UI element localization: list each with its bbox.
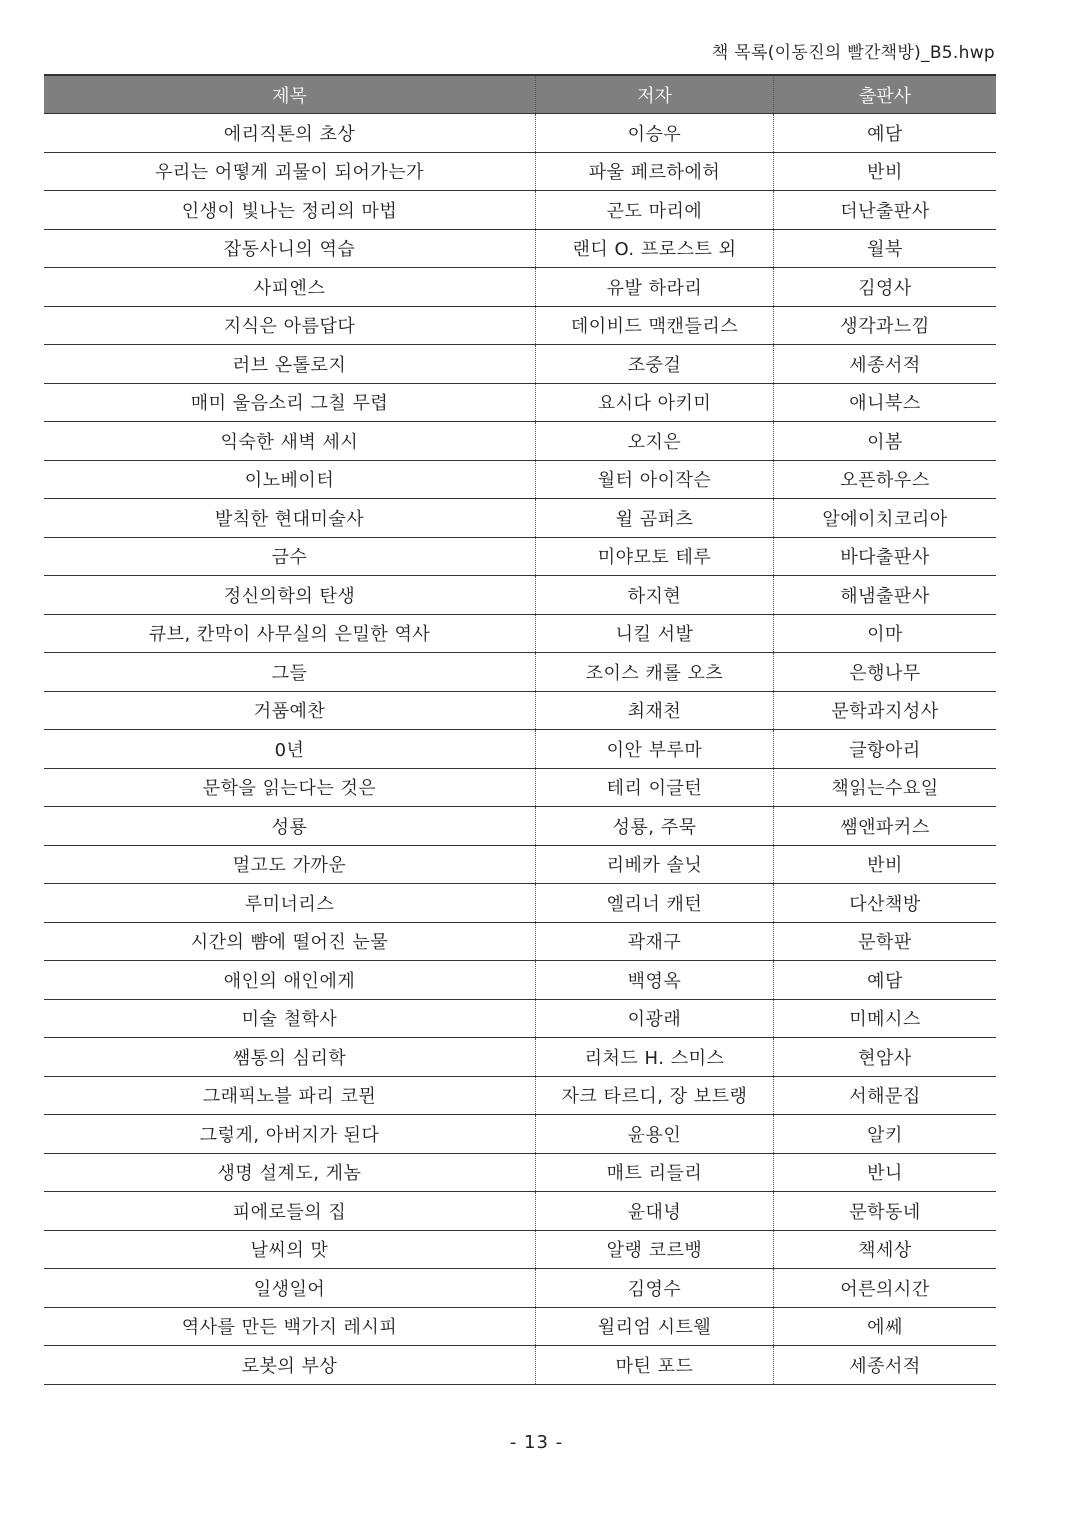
book-publisher-cell: 해냄출판사 xyxy=(774,576,997,615)
book-author-cell: 자크 타르디, 장 보트랭 xyxy=(536,1076,774,1115)
table-row xyxy=(44,1115,996,1154)
book-author-cell: 데이비드 맥캔들리스 xyxy=(536,306,774,345)
book-author-cell: 리처드 H. 스미스 xyxy=(536,1038,774,1077)
book-author-cell: 최재천 xyxy=(536,691,774,730)
book-publisher-cell: 문학동네 xyxy=(774,1192,997,1231)
table-row xyxy=(44,884,996,923)
book-title-cell: 금수 xyxy=(44,537,536,576)
table-row xyxy=(44,730,996,769)
book-title-cell: 잡동사니의 역습 xyxy=(44,229,536,268)
book-publisher-cell: 더난출판사 xyxy=(774,191,997,230)
book-publisher-cell: 은행나무 xyxy=(774,653,997,692)
table-row xyxy=(44,1346,996,1385)
book-author-cell: 윤용인 xyxy=(536,1115,774,1154)
column-header-title: 제목 xyxy=(44,75,536,114)
table-row xyxy=(44,306,996,345)
book-title-cell: 생명 설계도, 게놈 xyxy=(44,1153,536,1192)
book-publisher-cell: 현암사 xyxy=(774,1038,997,1077)
table-row xyxy=(44,614,996,653)
table-row xyxy=(44,383,996,422)
book-publisher-cell: 쌤앤파커스 xyxy=(774,807,997,846)
column-header-author: 저자 xyxy=(536,75,774,114)
table-row xyxy=(44,191,996,230)
table-row xyxy=(44,345,996,384)
book-publisher-cell: 반비 xyxy=(774,152,997,191)
book-title-cell: 애인의 애인에게 xyxy=(44,961,536,1000)
book-author-cell: 랜디 O. 프로스트 외 xyxy=(536,229,774,268)
table-row xyxy=(44,1230,996,1269)
table-row xyxy=(44,1038,996,1077)
book-author-cell: 이광래 xyxy=(536,999,774,1038)
table-row xyxy=(44,922,996,961)
book-title-cell: 이노베이터 xyxy=(44,460,536,499)
book-title-cell: 시간의 뺨에 떨어진 눈물 xyxy=(44,922,536,961)
book-title-cell: 에리직톤의 초상 xyxy=(44,114,536,153)
book-publisher-cell: 생각과느낌 xyxy=(774,306,997,345)
book-author-cell: 엘리너 캐턴 xyxy=(536,884,774,923)
book-title-cell: 피에로들의 집 xyxy=(44,1192,536,1231)
book-title-cell: 일생일어 xyxy=(44,1269,536,1308)
column-header-publisher: 출판사 xyxy=(774,75,997,114)
book-title-cell: 0년 xyxy=(44,730,536,769)
book-list-table xyxy=(44,74,996,1385)
table-row xyxy=(44,999,996,1038)
table-row xyxy=(44,499,996,538)
book-publisher-cell: 문학판 xyxy=(774,922,997,961)
book-author-cell: 유발 하라리 xyxy=(536,268,774,307)
book-title-cell: 그래픽노블 파리 코뮌 xyxy=(44,1076,536,1115)
table-row xyxy=(44,460,996,499)
book-publisher-cell: 이봄 xyxy=(774,422,997,461)
book-publisher-cell: 서해문집 xyxy=(774,1076,997,1115)
book-publisher-cell: 세종서적 xyxy=(774,345,997,384)
book-title-cell: 인생이 빛나는 정리의 마법 xyxy=(44,191,536,230)
book-title-cell: 역사를 만든 백가지 레시피 xyxy=(44,1307,536,1346)
book-publisher-cell: 김영사 xyxy=(774,268,997,307)
book-title-cell: 그렇게, 아버지가 된다 xyxy=(44,1115,536,1154)
document-file-title: 책 목록(이동진의 빨간책방)_B5.hwp xyxy=(711,43,995,63)
book-title-cell: 미술 철학사 xyxy=(44,999,536,1038)
book-author-cell: 성룡, 주묵 xyxy=(536,807,774,846)
book-publisher-cell: 책세상 xyxy=(774,1230,997,1269)
book-title-cell: 매미 울음소리 그칠 무렵 xyxy=(44,383,536,422)
table-row xyxy=(44,537,996,576)
book-publisher-cell: 문학과지성사 xyxy=(774,691,997,730)
book-publisher-cell: 알에이치코리아 xyxy=(774,499,997,538)
book-title-cell: 날씨의 맛 xyxy=(44,1230,536,1269)
book-publisher-cell: 책읽는수요일 xyxy=(774,768,997,807)
book-author-cell: 니킬 서발 xyxy=(536,614,774,653)
book-author-cell: 이승우 xyxy=(536,114,774,153)
book-publisher-cell: 애니북스 xyxy=(774,383,997,422)
table-row xyxy=(44,114,996,153)
book-publisher-cell: 오픈하우스 xyxy=(774,460,997,499)
book-author-cell: 하지현 xyxy=(536,576,774,615)
book-title-cell: 성룡 xyxy=(44,807,536,846)
table-row xyxy=(44,653,996,692)
book-title-cell: 발칙한 현대미술사 xyxy=(44,499,536,538)
book-title-cell: 우리는 어떻게 괴물이 되어가는가 xyxy=(44,152,536,191)
table-row xyxy=(44,1269,996,1308)
table-row xyxy=(44,1307,996,1346)
book-publisher-cell: 반니 xyxy=(774,1153,997,1192)
book-author-cell: 매트 리들리 xyxy=(536,1153,774,1192)
book-author-cell: 리베카 솔닛 xyxy=(536,845,774,884)
book-author-cell: 이안 부루마 xyxy=(536,730,774,769)
book-publisher-cell: 세종서적 xyxy=(774,1346,997,1385)
table-row xyxy=(44,961,996,1000)
book-author-cell: 곤도 마리에 xyxy=(536,191,774,230)
book-publisher-cell: 미메시스 xyxy=(774,999,997,1038)
book-title-cell: 쌤통의 심리학 xyxy=(44,1038,536,1077)
book-author-cell: 김영수 xyxy=(536,1269,774,1308)
table-header-row xyxy=(44,75,996,114)
book-title-cell: 사피엔스 xyxy=(44,268,536,307)
table-row xyxy=(44,1153,996,1192)
book-title-cell: 러브 온톨로지 xyxy=(44,345,536,384)
book-author-cell: 조이스 캐롤 오츠 xyxy=(536,653,774,692)
book-author-cell: 미야모토 테루 xyxy=(536,537,774,576)
book-publisher-cell: 알키 xyxy=(774,1115,997,1154)
book-publisher-cell: 예담 xyxy=(774,961,997,1000)
book-title-cell: 정신의학의 탄생 xyxy=(44,576,536,615)
table-row xyxy=(44,1192,996,1231)
book-title-cell: 로봇의 부상 xyxy=(44,1346,536,1385)
table-row xyxy=(44,229,996,268)
book-author-cell: 요시다 아키미 xyxy=(536,383,774,422)
book-publisher-cell: 반비 xyxy=(774,845,997,884)
table-row xyxy=(44,268,996,307)
book-author-cell: 백영옥 xyxy=(536,961,774,1000)
book-title-cell: 지식은 아름답다 xyxy=(44,306,536,345)
book-title-cell: 멀고도 가까운 xyxy=(44,845,536,884)
book-author-cell: 윤대녕 xyxy=(536,1192,774,1231)
table-row xyxy=(44,422,996,461)
table-row xyxy=(44,691,996,730)
book-title-cell: 익숙한 새벽 세시 xyxy=(44,422,536,461)
book-publisher-cell: 이마 xyxy=(774,614,997,653)
book-publisher-cell: 예담 xyxy=(774,114,997,153)
book-publisher-cell: 어른의시간 xyxy=(774,1269,997,1308)
book-publisher-cell: 글항아리 xyxy=(774,730,997,769)
table-row xyxy=(44,1076,996,1115)
table-row xyxy=(44,768,996,807)
book-publisher-cell: 에쎄 xyxy=(774,1307,997,1346)
book-author-cell: 윌리엄 시트웰 xyxy=(536,1307,774,1346)
book-author-cell: 곽재구 xyxy=(536,922,774,961)
page-number: - 13 - xyxy=(509,1432,564,1453)
book-title-cell: 거품예찬 xyxy=(44,691,536,730)
book-author-cell: 테리 이글턴 xyxy=(536,768,774,807)
book-author-cell: 오지은 xyxy=(536,422,774,461)
book-title-cell: 문학을 읽는다는 것은 xyxy=(44,768,536,807)
book-author-cell: 알랭 코르뱅 xyxy=(536,1230,774,1269)
book-author-cell: 월터 아이작슨 xyxy=(536,460,774,499)
book-publisher-cell: 바다출판사 xyxy=(774,537,997,576)
table-row xyxy=(44,845,996,884)
book-title-cell: 루미너리스 xyxy=(44,884,536,923)
book-author-cell: 마틴 포드 xyxy=(536,1346,774,1385)
book-author-cell: 윌 곰퍼츠 xyxy=(536,499,774,538)
table-row xyxy=(44,152,996,191)
book-publisher-cell: 다산책방 xyxy=(774,884,997,923)
book-publisher-cell: 월북 xyxy=(774,229,997,268)
book-author-cell: 파울 페르하에허 xyxy=(536,152,774,191)
table-row xyxy=(44,576,996,615)
table-row xyxy=(44,807,996,846)
book-title-cell: 큐브, 칸막이 사무실의 은밀한 역사 xyxy=(44,614,536,653)
book-author-cell: 조중걸 xyxy=(536,345,774,384)
table-body xyxy=(44,114,996,1385)
book-title-cell: 그들 xyxy=(44,653,536,692)
